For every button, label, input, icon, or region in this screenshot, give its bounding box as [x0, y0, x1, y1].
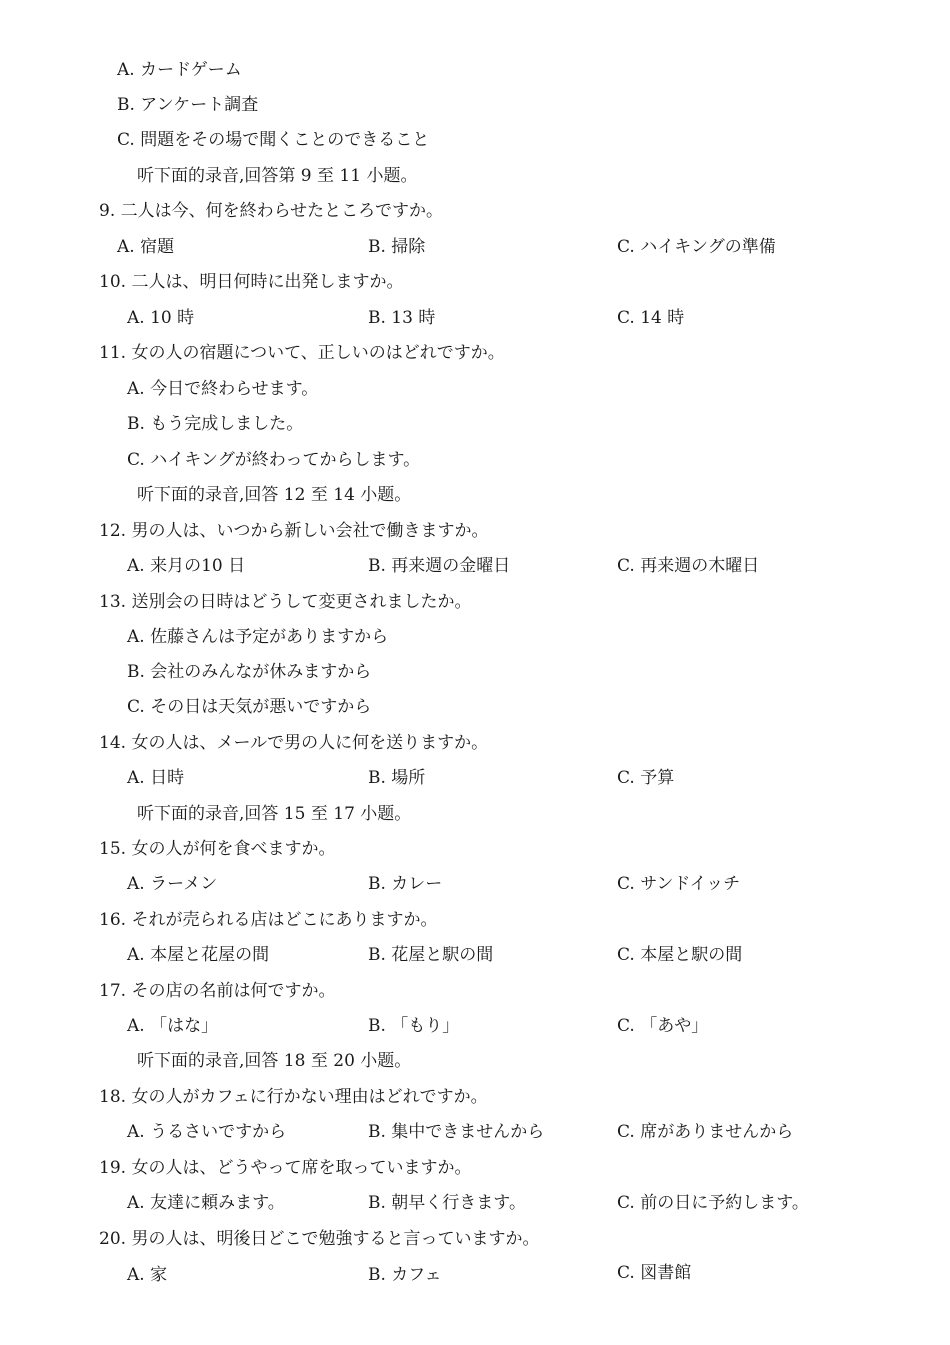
question-14-option-a: A. 日時 — [127, 768, 185, 788]
question-16: 16. それが売られる店はどこにありますか。 — [99, 910, 438, 930]
question-15-option-a: A. ラーメン — [127, 874, 218, 894]
question-19-option-b: B. 朝早く行きます。 — [368, 1193, 526, 1213]
question-16-option-b: B. 花屋と駅の間 — [368, 945, 494, 965]
question-20-option-b: B. カフェ — [368, 1265, 442, 1285]
option-b: B. アンケート調査 — [117, 95, 259, 115]
question-16-option-a: A. 本屋と花屋の間 — [127, 945, 270, 965]
question-15: 15. 女の人が何を食べますか。 — [99, 839, 336, 859]
option-c: C. 問題をその場で聞くことのできること — [117, 130, 430, 150]
question-13-option-b: B. 会社のみんなが休みますから — [127, 662, 372, 682]
question-14-option-b: B. 場所 — [368, 768, 426, 788]
question-20-option-c: C. 図書館 — [617, 1263, 692, 1283]
question-17-option-a: A. 「はな」 — [127, 1016, 219, 1036]
question-9-option-c: C. ハイキングの準備 — [617, 237, 776, 257]
question-19-option-a: A. 友達に頼みます。 — [127, 1193, 285, 1213]
question-18-option-a: A. うるさいですから — [127, 1122, 287, 1142]
question-17: 17. その店の名前は何ですか。 — [99, 981, 336, 1001]
question-12-option-c: C. 再来週の木曜日 — [617, 556, 760, 576]
question-12-option-b: B. 再来週の金曜日 — [368, 556, 511, 576]
question-14-option-c: C. 予算 — [617, 768, 675, 788]
question-17-option-c: C. 「あや」 — [617, 1016, 709, 1036]
question-16-option-c: C. 本屋と駅の間 — [617, 945, 743, 965]
question-12-option-a: A. 来月の10 日 — [127, 556, 246, 576]
question-11-option-c: C. ハイキングが終わってからします。 — [127, 450, 421, 470]
question-13-option-c: C. その日は天気が悪いですから — [127, 697, 372, 717]
question-17-option-b: B. 「もり」 — [368, 1016, 460, 1036]
question-13: 13. 送別会の日時はどうして変更されましたか。 — [99, 592, 472, 612]
question-18: 18. 女の人がカフェに行かない理由はどれですか。 — [99, 1087, 488, 1107]
section-instruction: 听下面的录音,回答第 9 至 11 小题。 — [137, 166, 418, 186]
question-12: 12. 男の人は、いつから新しい会社で働きますか。 — [99, 521, 489, 541]
section-instruction: 听下面的录音,回答 15 至 17 小题。 — [137, 804, 412, 824]
option-a: A. カードゲーム — [117, 60, 242, 80]
question-10: 10. 二人は、明日何時に出発しますか。 — [99, 272, 404, 292]
question-19: 19. 女の人は、どうやって席を取っていますか。 — [99, 1158, 472, 1178]
question-15-option-b: B. カレー — [368, 874, 443, 894]
question-11: 11. 女の人の宿題について、正しいのはどれですか。 — [99, 343, 505, 363]
question-18-option-c: C. 席がありませんから — [617, 1122, 794, 1142]
question-10-option-a: A. 10 時 — [127, 308, 195, 328]
question-11-option-b: B. もう完成しました。 — [127, 414, 304, 434]
question-13-option-a: A. 佐藤さんは予定がありますから — [127, 627, 389, 647]
question-15-option-c: C. サンドイッチ — [617, 874, 741, 894]
section-instruction: 听下面的录音,回答 12 至 14 小题。 — [137, 485, 412, 505]
question-20: 20. 男の人は、明後日どこで勉強すると言っていますか。 — [99, 1229, 540, 1249]
question-10-option-b: B. 13 時 — [368, 308, 436, 328]
question-9-option-a: A. 宿題 — [117, 237, 175, 257]
question-18-option-b: B. 集中できませんから — [368, 1122, 545, 1142]
question-9-option-b: B. 掃除 — [368, 237, 426, 257]
question-9: 9. 二人は今、何を終わらせたところですか。 — [99, 201, 443, 221]
question-14: 14. 女の人は、メールで男の人に何を送りますか。 — [99, 733, 489, 753]
question-20-option-a: A. 家 — [127, 1265, 168, 1285]
question-10-option-c: C. 14 時 — [617, 308, 685, 328]
section-instruction: 听下面的录音,回答 18 至 20 小题。 — [137, 1051, 412, 1071]
question-11-option-a: A. 今日で終わらせます。 — [127, 379, 319, 399]
question-19-option-c: C. 前の日に予約します。 — [617, 1193, 809, 1213]
